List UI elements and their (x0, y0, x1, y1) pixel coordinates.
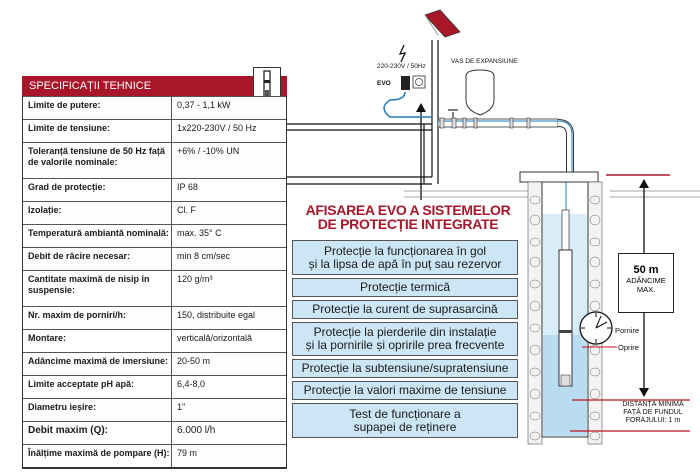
depth-value: 50 m (633, 264, 659, 276)
well-cover (520, 172, 598, 182)
evo-protection-title (288, 203, 528, 231)
protection-text: supapei de reținere (353, 419, 457, 434)
spec-label: Limite acceptate pH apă: (23, 376, 172, 398)
spec-value: 20-50 m (177, 356, 211, 366)
connector-lines (287, 40, 438, 184)
min-distance-line1: DISTANȚĂ MINIMĂ (622, 401, 684, 408)
protection-text: și la pornirile și opririle prea frecvente (305, 338, 505, 352)
spec-value: 120 g/m³ (177, 274, 213, 284)
evo-title-line2: DE PROTECȚIE INTEGRATE (317, 216, 499, 232)
min-distance-line3: FORAJULUI: 1 m (625, 417, 681, 424)
protection-item (292, 381, 518, 400)
spec-label: Adâncime maximă de imersiune: (23, 353, 172, 375)
protection-text: și la lipsa de apă în puț sau rezervor (308, 256, 502, 271)
protection-text: Protecție la valori maxime de tensiune (303, 383, 507, 397)
protection-text: Protecție termică (359, 280, 451, 294)
spec-label: Izolație: (23, 202, 172, 224)
spec-value: Cl. F (177, 205, 196, 215)
spec-value: 6,4-8,0 (177, 379, 206, 389)
protection-item (292, 322, 518, 356)
protection-text: Protecție la subtensiune/supratensiune (301, 361, 509, 375)
stop-label: Oprire (618, 343, 639, 352)
spec-value: 1x220-230V / 50 Hz (177, 123, 257, 133)
spec-value: +6% / -10% UN (177, 146, 240, 156)
spec-value: 150, distribuite egal (177, 310, 256, 320)
min-distance-label (613, 401, 693, 425)
expansion-vessel-label: VAS DE EXPANSIUNE (451, 58, 518, 65)
evo-title-line1: AFISAREA EVO A SISTEMELOR (305, 202, 511, 218)
spec-label: Grad de protecție: (23, 179, 172, 201)
pump-icon (559, 250, 572, 386)
spec-label: Debit de răcire necesar: (23, 248, 172, 270)
protection-text: Protecție la pierderile din instalație (313, 325, 497, 339)
protection-text: Test de funcționare a (349, 406, 461, 421)
spec-value: 1" (177, 402, 186, 412)
spec-label: Limite de tensiune: (23, 120, 172, 142)
expansion-vessel-icon (466, 70, 494, 115)
valve-icon (448, 110, 458, 118)
spec-label: Toleranță tensiune de 50 Hz față de valorile nominale: (23, 143, 172, 178)
spec-value: verticală/orizontală (177, 333, 253, 343)
spec-value: max. 35° C (177, 228, 222, 238)
spec-label: Debit maxim (Q): (23, 422, 172, 444)
spec-label: Limite de putere: (23, 97, 172, 119)
specs-title: SPECIFICAȚII TEHNICE (29, 80, 152, 92)
depth-text-1: ADÂNCIME (626, 276, 666, 285)
spec-label: Diametru ieșire: (23, 399, 172, 421)
protection-item (292, 240, 518, 275)
spec-value: 0,37 - 1,1 kW (177, 100, 231, 110)
lightning-icon (400, 45, 405, 62)
spec-label: Temperatură ambiantă nominală: (23, 225, 172, 247)
protection-text: Protecție la curent de suprasarcină (312, 302, 498, 316)
spec-value: 6.000 l/h (177, 425, 216, 436)
protection-item (292, 403, 518, 438)
protection-item (292, 300, 518, 319)
spec-value: min 8 cm/sec (177, 251, 231, 261)
socket-icon (413, 76, 425, 88)
protection-item (292, 278, 518, 297)
spec-label: Nr. maxim de porniri/h: (23, 307, 172, 329)
spec-value: IP 68 (177, 182, 198, 192)
max-depth-box (618, 253, 674, 313)
evo-label: EVO (377, 80, 391, 87)
spec-value: 79 m (177, 448, 198, 458)
power-label: 220-230V / 50Hz (377, 63, 426, 70)
cable (384, 92, 432, 117)
protection-item (292, 359, 518, 378)
protection-text: Protecție la funcționarea în gol (323, 243, 487, 258)
min-distance-line2: FAȚĂ DE FUNDUL (623, 409, 683, 416)
spec-label: Înălțime maximă de pompare (H): (23, 445, 172, 467)
evo-device-icon (401, 76, 410, 90)
depth-text-2: MAX. (636, 285, 656, 294)
start-label: Pornire (615, 326, 640, 335)
spec-label: Montare: (23, 330, 172, 352)
spec-label: Cantitate maximă de nisip în suspensie: (23, 271, 172, 306)
